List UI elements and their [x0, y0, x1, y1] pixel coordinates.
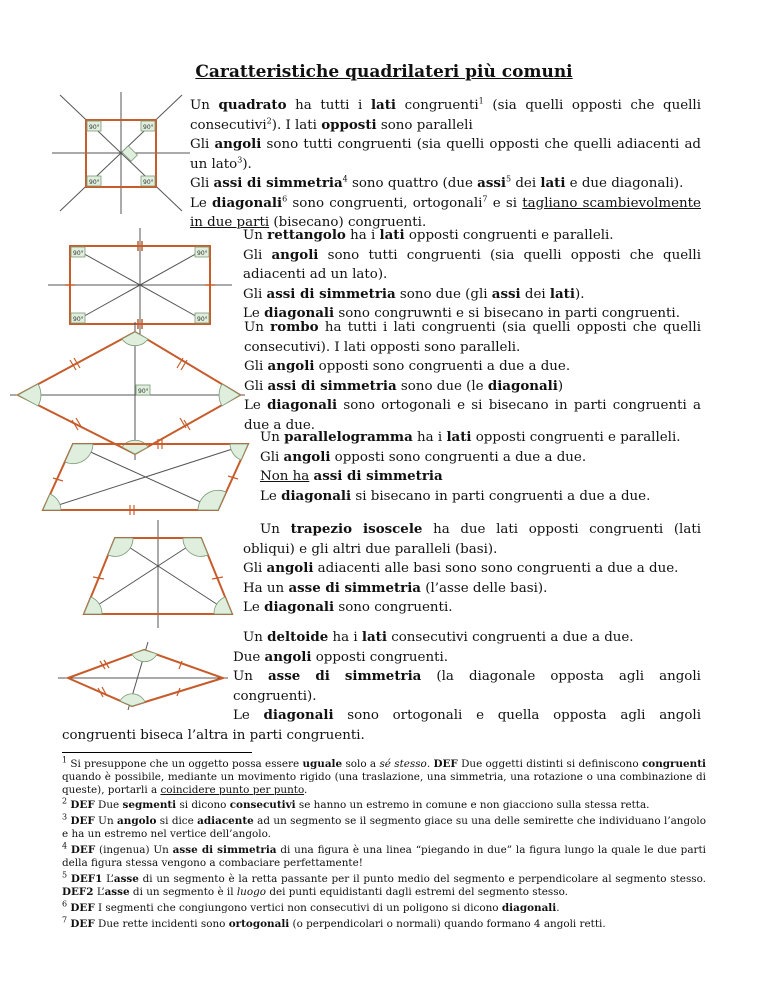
footnote-3: $^3$ DEF Un angolo si dice adiacente ad un segmento se il segmento giace su una delle semirette che individuano l’angolo e ha un estremo nel vertice dell’angolo.: [62, 812, 706, 840]
rhombus-text: Un rombo ha tutti i lati congruenti (sia quelli opposti che quelli consecutivi). I lati opposti sono paralleli. Gli angoli opposti sono congruenti a due a due. Gli assi di simmetria sono due (le diagonali) Le diagonali sono ortogonali e si bisecano in parti congruenti a due a due.: [244, 319, 701, 433]
rectangle-text: Un rettangolo ha i lati opposti congruenti e paralleli. Gli angoli sono tutti congruenti (sia quelli opposti che quelli adiacenti ad un lato). Gli assi di simmetria sono due (gli assi dei lati). Le diagonali sono congruwnti e si bisecano in parti congruenti.: [243, 227, 701, 321]
footnote-6: $^6$ DEF I segmenti che congiungono vertici non consecutivi di un poligono si dicono diagonali.: [62, 899, 560, 914]
svg-text:90°: 90°: [197, 316, 208, 323]
svg-text:90°: 90°: [73, 316, 84, 323]
footnote-5: $^5$ DEF1 L’asse di un segmento è la retta passante per il punto medio del segmento e perpendicolare al segmento stesso. DEF2 L’asse di un segmento è il luogo dei punti equidistanti dagli estremi del segmento stesso.: [62, 870, 706, 898]
svg-text:90°: 90°: [138, 388, 149, 395]
svg-text:90°: 90°: [73, 250, 84, 257]
square-text: Un quadrato ha tutti i lati congruenti$^1$ (sia quelli opposti che quelli consecutivi$^2$). I lati opposti sono paralleli Gli angoli sono tutti congruenti (sia quelli opposti che quelli adiacenti ad un lato$^3$). Gli assi di simmetria$^4$ sono quattro (due assi$^5$ dei lati e due diagonali). Le diagonali$^6$ sono congruenti, ortogonali$^7$ e si tagliano scambievolmente in due parti (bisecano) congruenti.: [190, 96, 702, 230]
trapezoid-figure: [72, 520, 244, 628]
footnote-7: $^7$ DEF Due rette incidenti sono ortogonali (o perpendicolari o normali) quando formano 4 angoli retti.: [62, 915, 606, 930]
svg-text:90°: 90°: [143, 124, 154, 131]
square-figure: [52, 92, 190, 214]
trapezoid-text: Un trapezio isoscele ha due lati opposti congruenti (lati obliqui) e gli altri due paralleli (basi). Gli angoli adiacenti alle basi sono sono congruenti a due a due. Ha un asse di simmetria (l’asse delle basi). Le diagonali sono congruenti.: [243, 521, 701, 615]
kite-text: Un deltoide ha i lati consecutivi congruenti a due a due. Due angoli opposti congruenti. Un asse di simmetria (la diagonale opposta agli angoli congruenti). Le diagonali sono ortogonali e quella opposta agli angoli congruenti biseca l’altra in parti congruenti.: [62, 629, 701, 743]
parallelogram-text: Un parallelogramma ha i lati opposti congruenti e paralleli. Gli angoli opposti sono congruenti a due a due. Non ha assi di simmetria Le diagonali si bisecano in parti congruenti a due a due.: [260, 429, 681, 504]
footnote-4: $^4$ DEF (ingenua) Un asse di simmetria di una figura è una linea “piegando in due” la figura lungo la quale le due parti della figura stessa vengono a combaciare perfettamente!: [62, 841, 706, 869]
svg-text:90°: 90°: [197, 250, 208, 257]
parallelogram-figure: [38, 436, 258, 518]
page-title: Caratteristiche quadrilateri più comuni: [195, 62, 573, 82]
footnote-2: $^2$ DEF Due segmenti si dicono consecutivi se hanno un estremo in comune e non giacciono sulla stessa retta.: [62, 796, 650, 811]
svg-text:90°: 90°: [89, 179, 100, 186]
svg-text:90°: 90°: [143, 179, 154, 186]
footnote-1: $^1$ Si presuppone che un oggetto possa essere uguale solo a sé stesso. DEF Due oggetti distinti si definiscono congruenti quando è possibile, mediante un movimento rigido (una traslazione, una simmetria, una rotazione o una combinazione di queste), portarli a coincidere punto per punto.: [62, 755, 706, 796]
footnote-separator: [62, 752, 252, 753]
svg-text:90°: 90°: [89, 124, 100, 131]
